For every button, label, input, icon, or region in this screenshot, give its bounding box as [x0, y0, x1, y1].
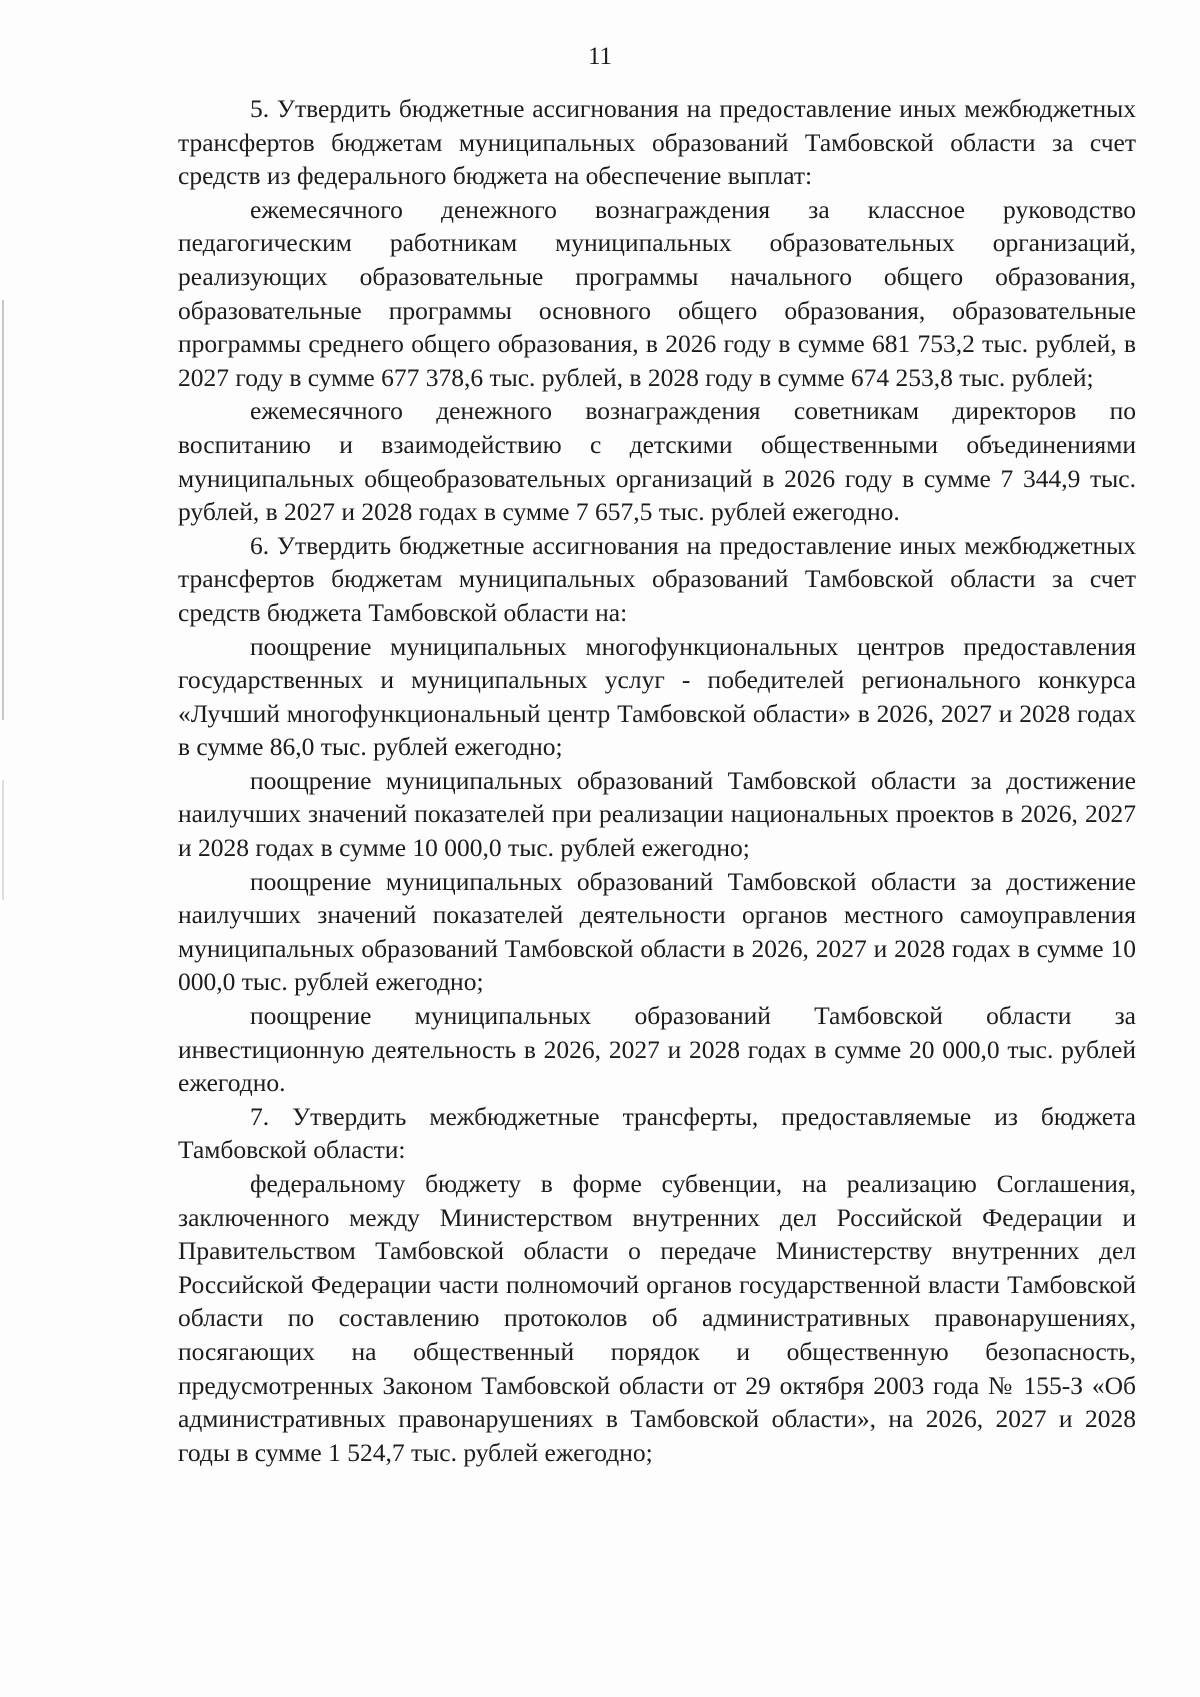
- paragraph-local-government: поощрение муниципальных образований Тамбовской области за достижение наилучших значений показателей деятельности органов местного самоуправления муниципальных образований Тамбовской области в 2026, 2027 и 2028 годах в сумме 10 000,0 тыс. рублей ежегодно;: [178, 866, 1136, 997]
- paragraph-advisor-payments: ежемесячного денежного вознаграждения советникам директоров по воспитанию и взаимодействию с детскими общественными объединениями муниципальных общеобразовательных организаций в 2026 году в сумме 7 344,9 тыс. рублей, в 2027 и 2028 годах в сумме 7 657,5 тыс. рублей ежегодно.: [178, 396, 1136, 527]
- document-body: [178, 92, 1136, 1469]
- paragraph-mfc-contest: поощрение муниципальных многофункциональных центров предоставления государственных и муниципальных услуг - победителей регионального конкурса «Лучший многофункциональный центр Тамбовской области» в 2026, 2027 и 2028 годах в сумме 86,0 тыс. рублей ежегодно;: [178, 631, 1136, 762]
- paragraph-class-teacher-payments: ежемесячного денежного вознаграждения за классное руководство педагогическим работникам муниципальных образовательных организаций, реализующих образовательные программы начального общего образования, образовательные программы основного общего образования, образовательные программы среднего общего образования, в 2026 году в сумме 681 753,2 тыс. рублей, в 2027 году в сумме 677 378,6 тыс. рублей, в 2028 году в сумме 674 253,8 тыс. рублей;: [178, 194, 1136, 392]
- paragraph-item-7: 7. Утвердить межбюджетные трансферты, предоставляемые из бюджета Тамбовской области:: [178, 1101, 1136, 1165]
- paragraph-national-projects: поощрение муниципальных образований Тамбовской области за достижение наилучших значений показателей при реализации национальных проектов в 2026, 2027 и 2028 годах в сумме 10 000,0 тыс. рублей ежегодно;: [178, 765, 1136, 863]
- paragraph-federal-subvention: федеральному бюджету в форме субвенции, на реализацию Соглашения, заключенного между Министерством внутренних дел Российской Федерации и Правительством Тамбовской области о передаче Министерству внутренних дел Российской Федерации части полномочий органов государственной власти Тамбовской области по составлению протоколов об административных правонарушениях, посягающих на общественный порядок и общественную безопасность, предусмотренных Законом Тамбовской области от 29 октября 2003 года № 155-З «Об административных правонарушениях в Тамбовской области», на 2026, 2027 и 2028 годы в сумме 1 524,7 тыс. рублей ежегодно;: [178, 1169, 1136, 1467]
- paragraph-investment: поощрение муниципальных образований Тамбовской области за инвестиционную деятельность в 2026, 2027 и 2028 годах в сумме 20 000,0 тыс. рублей ежегодно.: [178, 1001, 1136, 1098]
- scan-edge-artifact: [2, 300, 4, 720]
- page-number: 11: [587, 43, 613, 70]
- scan-edge-artifact: [2, 780, 4, 900]
- paragraph-item-6: 6. Утвердить бюджетные ассигнования на предоставление иных межбюджетных трансфертов бюджетам муниципальных образований Тамбовской области за счет средств бюджета Тамбовской области на:: [178, 530, 1136, 627]
- paragraph-item-5: 5. Утвердить бюджетные ассигнования на предоставление иных межбюджетных трансфертов бюджетам муниципальных образований Тамбовской области за счет средств из федерального бюджета на обеспечение выплат:: [178, 94, 1136, 191]
